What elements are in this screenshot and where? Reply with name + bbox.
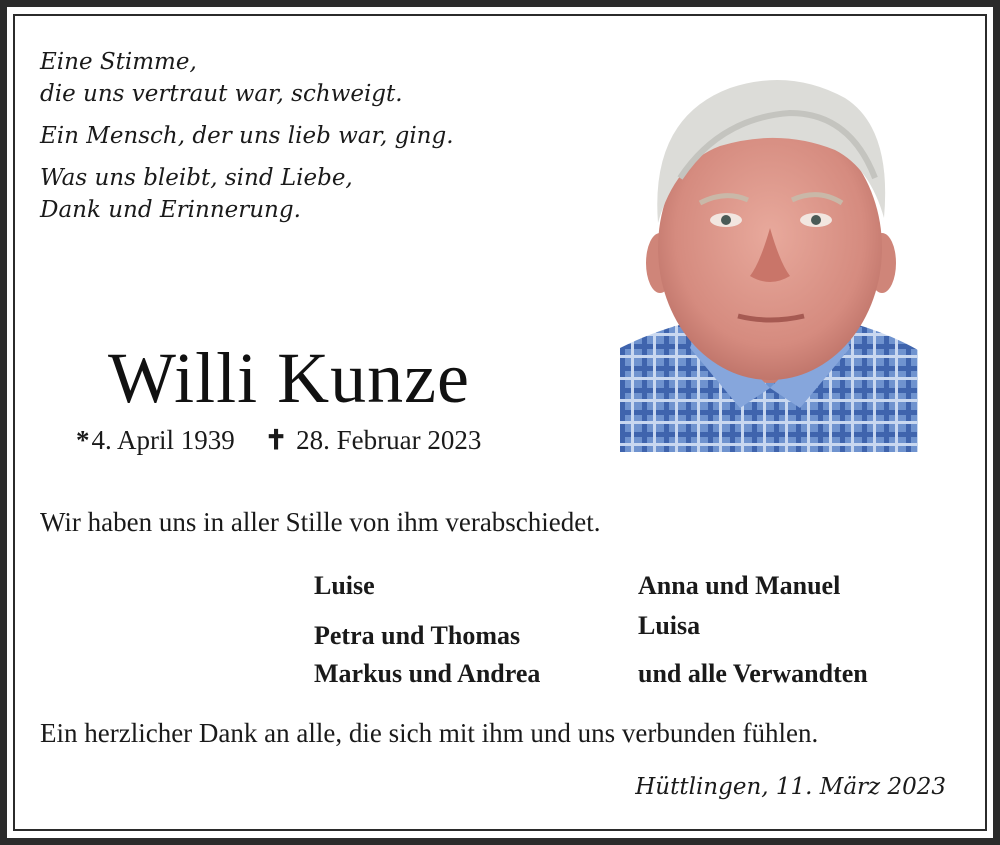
- deceased-name: Willi Kunze: [108, 338, 470, 418]
- mourner-name: Anna und Manuel: [638, 571, 841, 600]
- thanks-text: Ein herzlicher Dank an alle, die sich mit ihm und uns verbunden fühlen.: [40, 718, 819, 748]
- mourner-name: Luisa: [638, 611, 701, 640]
- place-and-date: Hüttlingen, 11. März 2023: [635, 774, 946, 800]
- poem-line: Ein Mensch, der uns lieb war, ging.: [40, 123, 454, 149]
- portrait-illustration: [620, 58, 918, 452]
- birth-date: 4. April 1939: [91, 425, 235, 455]
- mourner-name: Petra und Thomas: [314, 621, 521, 650]
- life-dates: [76, 424, 481, 456]
- poem-line: Dank und Erinnerung.: [40, 197, 301, 223]
- birth-star-icon: *: [76, 425, 90, 455]
- mourner-name: Luise: [314, 571, 375, 600]
- poem-line: die uns vertraut war, schweigt.: [40, 81, 403, 107]
- death-cross-icon: ✝: [264, 425, 288, 455]
- farewell-text: Wir haben uns in aller Stille von ihm verabschiedet.: [40, 507, 601, 537]
- poem-stanza-2: [40, 120, 454, 152]
- death-date: 28. Februar 2023: [296, 425, 482, 455]
- poem-line: Eine Stimme,: [40, 49, 197, 75]
- poem: [40, 46, 454, 236]
- portrait-photo: [620, 58, 918, 452]
- mourner-name: und alle Verwandten: [638, 659, 868, 688]
- poem-line: Was uns bleibt, sind Liebe,: [40, 165, 353, 191]
- poem-stanza-3: [40, 162, 454, 226]
- poem-stanza-1: [40, 46, 454, 110]
- mourner-name: Markus und Andrea: [314, 659, 541, 688]
